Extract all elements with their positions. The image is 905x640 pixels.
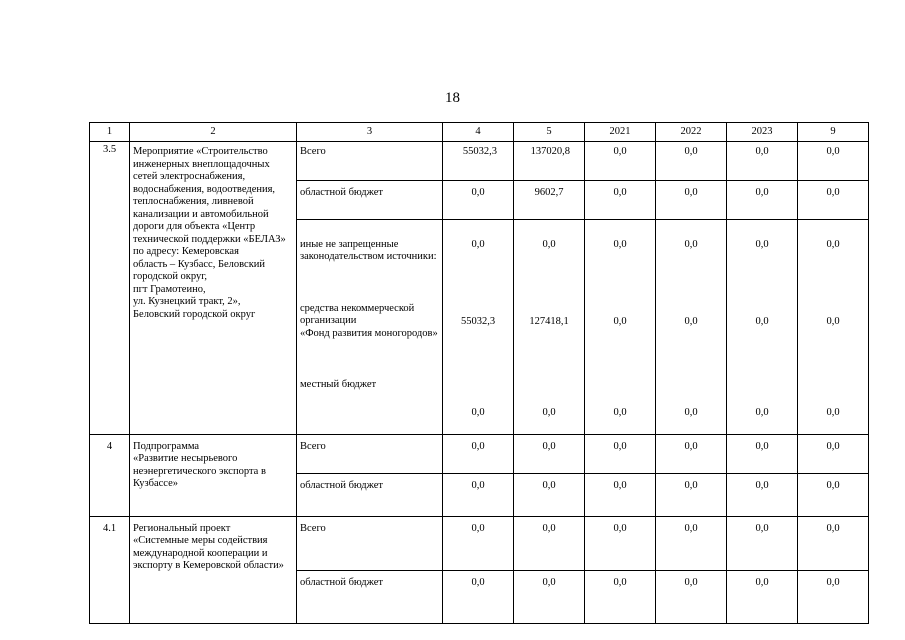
value-cell: 0,0 (656, 516, 727, 570)
page-number: 18 (445, 90, 460, 106)
header-cell-3: 3 (297, 123, 443, 142)
source-label: иные не запрещенные законодательством источники: (300, 238, 437, 262)
header-cell-4: 4 (443, 123, 514, 142)
value-cell: 0,0 (471, 406, 485, 418)
value-cell: 0,0 (613, 406, 627, 418)
value-cell: 127418,1 (529, 316, 569, 327)
value-cell: 0,0 (755, 238, 769, 250)
value-group (443, 220, 514, 435)
value-cell: 0,0 (585, 142, 656, 181)
value-cell: 0,0 (585, 516, 656, 570)
row-number: 4 (90, 434, 130, 516)
value-cell: 0,0 (443, 181, 514, 220)
value-cell: 0,0 (585, 434, 656, 473)
value-cell: 0,0 (727, 570, 798, 623)
header-cell-1: 1 (90, 123, 130, 142)
value-cell: 137020,8 (514, 142, 585, 181)
source-group (297, 220, 443, 435)
value-cell: 0,0 (798, 434, 869, 473)
value-cell: 0,0 (514, 516, 585, 570)
value-cell: 0,0 (684, 316, 698, 327)
value-cell: 55032,3 (460, 316, 496, 327)
table-row (90, 142, 869, 181)
value-cell: 0,0 (755, 316, 769, 327)
value-cell: 0,0 (613, 238, 627, 250)
value-cell: 0,0 (613, 316, 627, 327)
value-cell: 0,0 (826, 316, 840, 327)
header-cell-2023: 2023 (727, 123, 798, 142)
value-cell: 0,0 (798, 516, 869, 570)
value-cell: 0,0 (727, 142, 798, 181)
value-cell: 0,0 (798, 142, 869, 181)
value-cell: 0,0 (826, 406, 840, 418)
value-cell: 0,0 (514, 434, 585, 473)
row-name: Мероприятие «Строительство инженерных внеплощадочных сетей электроснабжения, водоснабжения, водоотведения, теплоснабжения, ливневой канализации и автомобильной дороги для объекта «Центр технической поддержки «БЕЛАЗ» по адресу: Кемеровская область – Кузбасс, Беловский городской округ, пгт Грамотеино, ул. Кузнецкий тракт, 2», Беловский городской округ (130, 142, 297, 435)
value-cell: 0,0 (443, 434, 514, 473)
value-cell: 0,0 (514, 473, 585, 516)
value-cell: 0,0 (656, 142, 727, 181)
value-group (585, 220, 656, 435)
value-cell: 0,0 (755, 406, 769, 418)
value-cell: 0,0 (585, 570, 656, 623)
value-cell: 0,0 (798, 473, 869, 516)
value-group (727, 220, 798, 435)
value-cell: 0,0 (826, 238, 840, 250)
value-cell: 0,0 (514, 570, 585, 623)
value-cell: 0,0 (656, 570, 727, 623)
row-name: Подпрограмма «Развитие несырьевого неэнергетического экспорта в Кузбассе» (130, 434, 297, 516)
value-cell: 0,0 (727, 434, 798, 473)
value-cell: 0,0 (798, 181, 869, 220)
value-cell: 9602,7 (514, 181, 585, 220)
value-cell: 0,0 (585, 181, 656, 220)
value-cell: 0,0 (443, 516, 514, 570)
value-cell: 0,0 (585, 473, 656, 516)
value-cell: 0,0 (443, 473, 514, 516)
source-label: областной бюджет (297, 181, 443, 220)
source-sub-label: местный бюджет (300, 379, 377, 390)
source-label: Всего (297, 516, 443, 570)
row-number: 3.5 (90, 142, 130, 435)
value-cell: 0,0 (684, 238, 698, 250)
table-row (90, 434, 869, 473)
value-cell: 0,0 (542, 406, 556, 418)
header-cell-5: 5 (514, 123, 585, 142)
value-cell: 0,0 (684, 406, 698, 418)
header-cell-2: 2 (130, 123, 297, 142)
value-cell: 0,0 (542, 238, 556, 250)
header-cell-9: 9 (798, 123, 869, 142)
value-group (656, 220, 727, 435)
row-name: Региональный проект «Системные меры содействия международной кооперации и экспорту в Кемеровской области» (130, 516, 297, 623)
value-cell: 0,0 (727, 516, 798, 570)
value-cell: 0,0 (656, 473, 727, 516)
source-label: областной бюджет (297, 570, 443, 623)
budget-table (89, 122, 869, 624)
value-cell: 0,0 (656, 181, 727, 220)
source-sub-label: средства некоммерческой организации «Фонд развития моногородов» (300, 302, 438, 339)
row-number: 4.1 (90, 516, 130, 623)
value-cell: 0,0 (443, 570, 514, 623)
value-cell: 55032,3 (443, 142, 514, 181)
value-group (798, 220, 869, 435)
value-cell: 0,0 (727, 473, 798, 516)
source-label: областной бюджет (297, 473, 443, 516)
value-group (514, 220, 585, 435)
table-row (90, 516, 869, 570)
value-cell: 0,0 (798, 570, 869, 623)
source-label: Всего (297, 434, 443, 473)
value-cell: 0,0 (656, 434, 727, 473)
header-cell-2022: 2022 (656, 123, 727, 142)
header-row (90, 123, 869, 142)
source-label: Всего (297, 142, 443, 181)
value-cell: 0,0 (727, 181, 798, 220)
value-cell: 0,0 (471, 238, 485, 250)
header-cell-2021: 2021 (585, 123, 656, 142)
